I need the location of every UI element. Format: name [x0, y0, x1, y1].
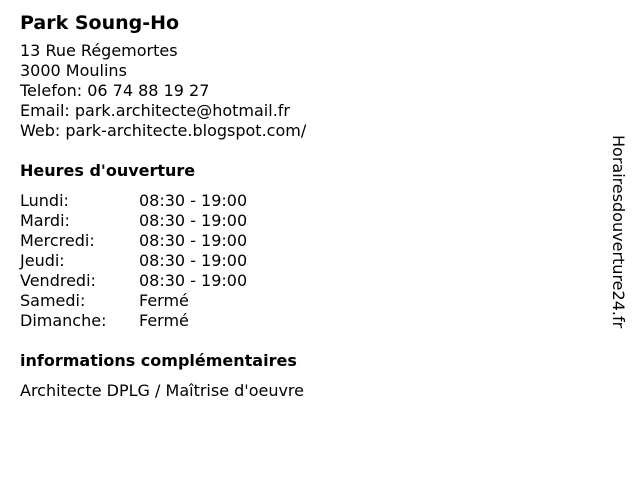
- hours-value: Fermé: [139, 311, 189, 330]
- hours-value: 08:30 - 19:00: [139, 251, 248, 270]
- additional-info-heading: informations complémentaires: [20, 351, 297, 370]
- day-label: Samedi:: [20, 291, 86, 310]
- hours-value: 08:30 - 19:00: [139, 231, 248, 250]
- day-label: Lundi:: [20, 191, 69, 210]
- business-name: Park Soung-Ho: [20, 12, 180, 34]
- day-label: Jeudi:: [20, 251, 65, 270]
- address-city: 3000 Moulins: [20, 61, 127, 80]
- address-street: 13 Rue Régemortes: [20, 41, 178, 60]
- hours-value: 08:30 - 19:00: [139, 271, 248, 290]
- additional-info-text: Architecte DPLG / Maîtrise d'oeuvre: [20, 381, 304, 400]
- hours-value: 08:30 - 19:00: [139, 211, 248, 230]
- hours-row-monday: [20, 191, 580, 211]
- day-label: Mercredi:: [20, 231, 95, 250]
- hours-row-friday: [20, 271, 580, 291]
- hours-row-thursday: [20, 251, 580, 271]
- email-line: Email: park.architecte@hotmail.fr: [20, 101, 290, 120]
- hours-row-saturday: [20, 291, 580, 311]
- business-card: [20, 10, 580, 401]
- day-label: Vendredi:: [20, 271, 96, 290]
- hours-row-tuesday: [20, 211, 580, 231]
- web-line: Web: park-architecte.blogspot.com/: [20, 121, 307, 140]
- day-label: Dimanche:: [20, 311, 107, 330]
- hours-row-wednesday: [20, 231, 580, 251]
- opening-hours-table: [20, 191, 580, 331]
- site-watermark: Horairesdouverture24.fr: [609, 135, 628, 329]
- hours-row-sunday: [20, 311, 580, 331]
- opening-hours-heading: Heures d'ouverture: [20, 161, 196, 180]
- hours-value: Fermé: [139, 291, 189, 310]
- phone-line: Telefon: 06 74 88 19 27: [20, 81, 210, 100]
- day-label: Mardi:: [20, 211, 70, 230]
- hours-value: 08:30 - 19:00: [139, 191, 248, 210]
